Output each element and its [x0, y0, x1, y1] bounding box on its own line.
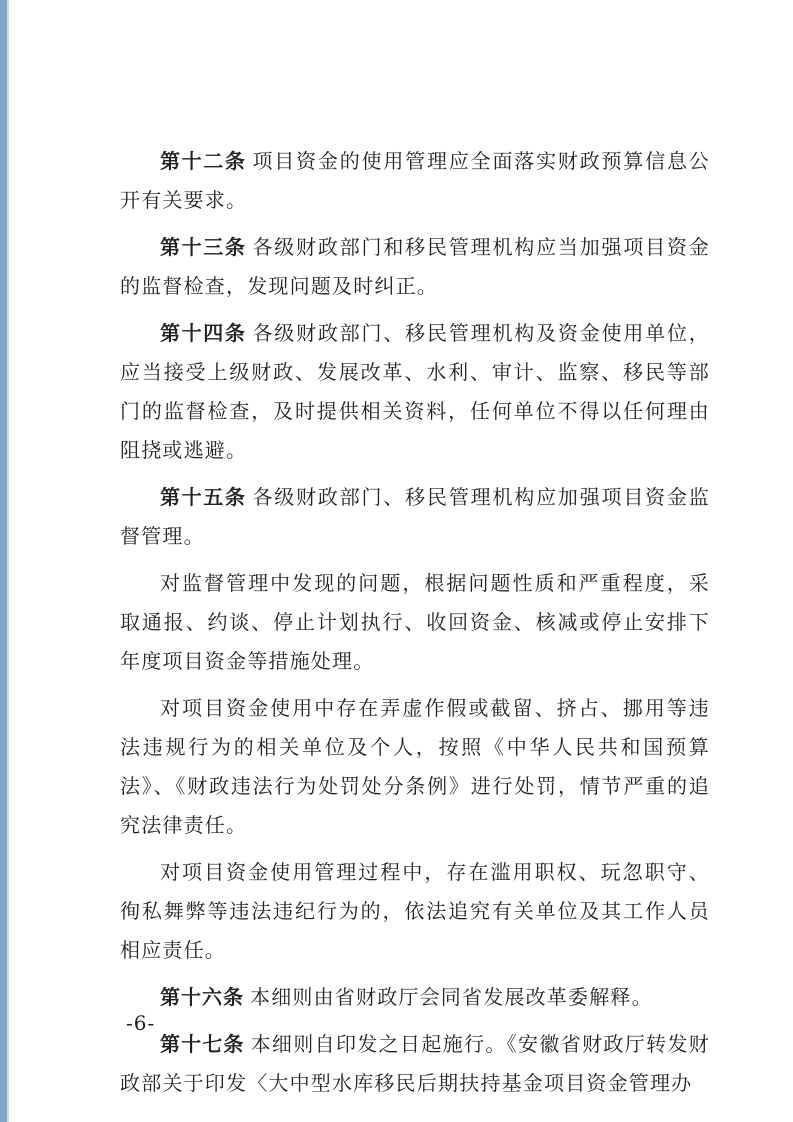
article-text: 各级财政部门、移民管理机构应加强项目资金监督管理。: [120, 485, 710, 548]
article-12: [120, 142, 710, 220]
article-heading: 第十四条: [160, 321, 247, 345]
article-heading: 第十二条: [160, 149, 247, 173]
article-13: [120, 228, 710, 306]
article-15: [120, 478, 710, 556]
article-16: [120, 978, 710, 1017]
scan-edge-border: [0, 0, 7, 1122]
paragraph-illegal-violations: 对项目资金使用中存在弄虚作假或截留、挤占、挪用等违法违规行为的相关单位及个人，按照《中华人民共和国预算法》、《财政违法行为处罚处分条例》进行处罚，情节严重的追究法律责任。: [120, 696, 710, 837]
paragraph-abuse-of-power: 对项目资金使用管理过程中，存在滥用职权、玩忽职守、徇私舞弊等违法违纪行为的，依法追究有关单位及其工作人员相应责任。: [120, 860, 710, 962]
paragraph-problems-handling: 对监督管理中发现的问题，根据问题性质和严重程度，采取通报、约谈、停止计划执行、收回资金、核减或停止安排下年度项目资金等措施处理。: [120, 571, 710, 673]
article-text: 各级财政部门和移民管理机构应当加强项目资金的监督检查，发现问题及时纠正。: [120, 235, 710, 298]
document-body: [120, 142, 710, 1103]
article-text: 本细则由省财政厅会同省发展改革委解释。: [250, 985, 653, 1009]
article-heading: 第十七条: [160, 1032, 245, 1056]
article-17: [120, 1025, 710, 1103]
article-14: [120, 314, 710, 470]
scan-edge-border-inner: [7, 0, 9, 1122]
article-heading: 第十三条: [160, 235, 247, 259]
article-heading: 第十五条: [160, 485, 247, 509]
article-heading: 第十六条: [160, 985, 244, 1009]
article-text: 本细则自印发之日起施行。《安徽省财政厅转发财政部关于印发〈大中型水库移民后期扶持基金项目资金管理办: [120, 1032, 710, 1095]
article-text: 项目资金的使用管理应全面落实财政预算信息公开有关要求。: [120, 149, 710, 212]
article-text: 各级财政部门、移民管理机构及资金使用单位，应当接受上级财政、发展改革、水利、审计、监察、移民等部门的监督检查，及时提供相关资料，任何单位不得以任何理由阻挠或逃避。: [120, 321, 710, 462]
page-number: -6-: [126, 1011, 156, 1035]
